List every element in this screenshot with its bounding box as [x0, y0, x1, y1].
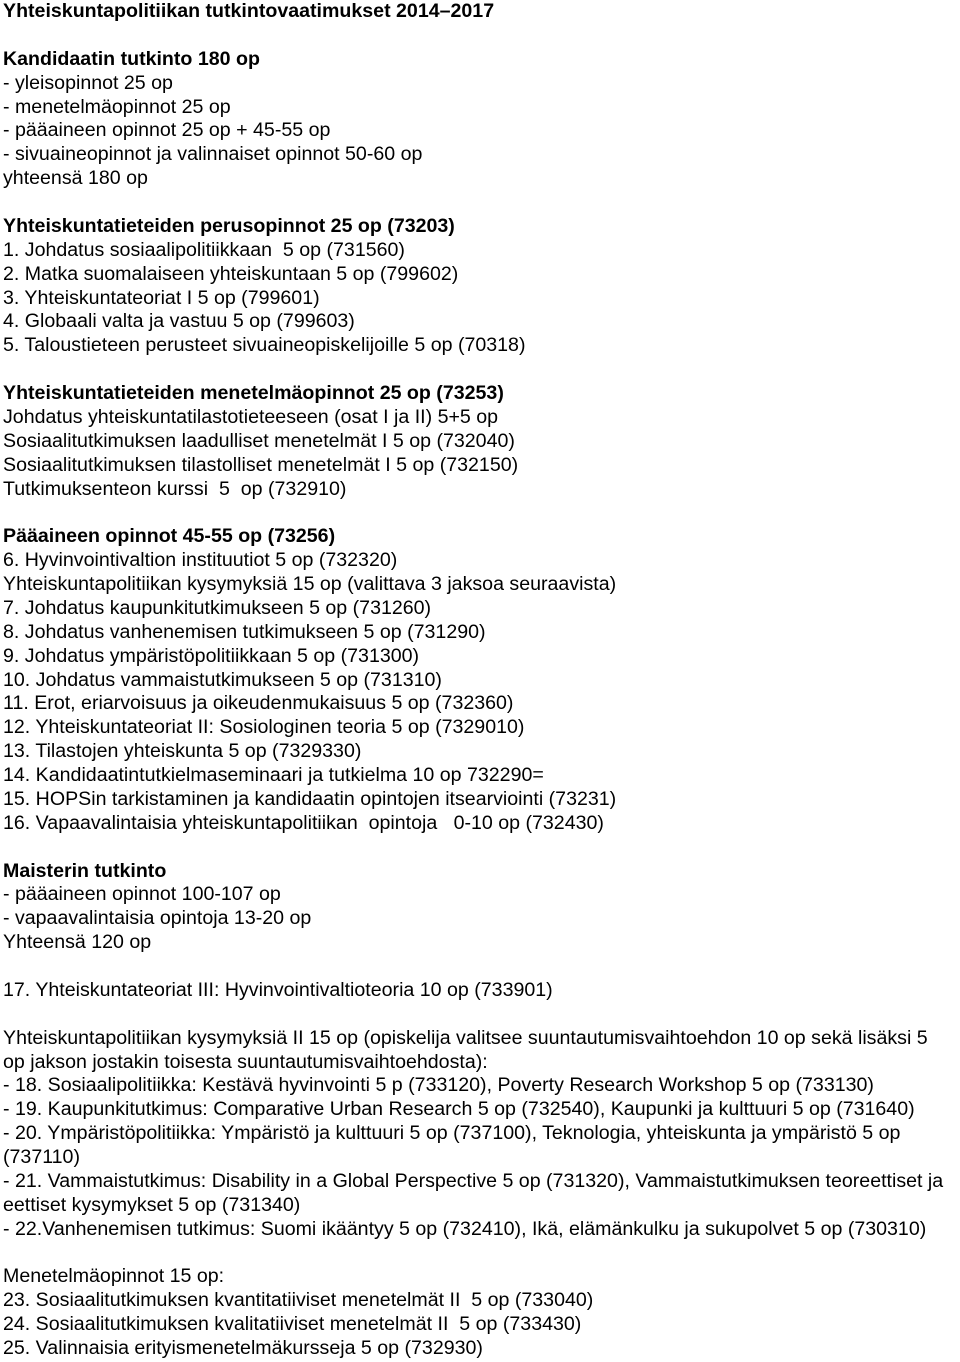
questions-ii-intro: op jakson jostakin toisesta suuntautumisvaihtoehdosta): [3, 1050, 488, 1073]
course-item: 24. Sosiaalitutkimuksen kvalitatiiviset menetelmät II 5 op (733430) [3, 1313, 582, 1336]
methods-studies-heading: Yhteiskuntatieteiden menetelmäopinnot 25 op (73253) [3, 382, 504, 404]
methods-studies-section [3, 382, 958, 501]
course-option: - 21. Vammaistutkimus: Disability in a Global Perspective 5 op (731320), Vammaistutkimuksen teoreettiset ja [3, 1169, 944, 1192]
course-item: 5. Taloustieteen perusteet sivuaineopiskelijoille 5 op (70318) [3, 334, 526, 357]
course-item: 1. Johdatus sosiaalipolitiikkaan 5 op (731560) [3, 238, 405, 261]
course-option: - 22.Vanhenemisen tutkimus: Suomi ikääntyy 5 op (732410), Ikä, elämänkulku ja sukupolvet 5 op (730310) [3, 1217, 927, 1240]
bachelor-section [3, 48, 958, 191]
master-methods-section [3, 1265, 958, 1361]
spacer [3, 836, 958, 860]
course-item: 12. Yhteiskuntateoriat II: Sosiologinen teoria 5 op (7329010) [3, 716, 525, 739]
master-total: Yhteensä 120 op [3, 931, 152, 954]
master-line: - pääaineen opinnot 100-107 op [3, 883, 281, 906]
course-item: 3. Yhteiskuntateoriat I 5 op (799601) [3, 286, 320, 309]
bachelor-line: - yleisopinnot 25 op [3, 71, 173, 94]
major-studies-section [3, 525, 958, 835]
basic-studies-section [3, 215, 958, 358]
course-item: 13. Tilastojen yhteiskunta 5 op (7329330) [3, 740, 362, 763]
master-section [3, 860, 958, 956]
master-line: - vapaavalintaisia opintoja 13-20 op [3, 907, 312, 930]
questions-ii-intro: Yhteiskuntapolitiikan kysymyksiä II 15 op (opiskelija valitsee suuntautumisvaihtoehdon 10 op sekä lisäksi 5 [3, 1026, 928, 1049]
course-item: 2. Matka suomalaiseen yhteiskuntaan 5 op (799602) [3, 262, 459, 285]
course-item: Johdatus yhteiskuntatilastotieteeseen (osat I ja II) 5+5 op [3, 405, 499, 428]
course-option-continued: (737110) [3, 1146, 80, 1168]
basic-studies-heading: Yhteiskuntatieteiden perusopinnot 25 op (73203) [3, 214, 455, 237]
bachelor-line: - pääaineen opinnot 25 op + 45-55 op [3, 119, 331, 142]
course-item: Sosiaalitutkimuksen laadulliset menetelmät I 5 op (732040) [3, 429, 515, 452]
spacer [3, 501, 958, 525]
document-body [3, 0, 958, 1361]
spacer [3, 24, 958, 48]
course-item: 25. Valinnaisia erityismenetelmäkursseja 5 op (732930) [3, 1337, 483, 1359]
course-item: 23. Sosiaalitutkimuksen kvantitatiiviset menetelmät II 5 op (733040) [3, 1289, 594, 1312]
document-title: Yhteiskuntapolitiikan tutkintovaatimukset 2014–2017 [3, 0, 495, 22]
spacer [3, 191, 958, 215]
theory-course-item: 17. Yhteiskuntateoriat III: Hyvinvointivaltioteoria 10 op (733901) [3, 978, 553, 1001]
major-studies-heading: Pääaineen opinnot 45-55 op (73256) [3, 525, 336, 548]
course-item: Tutkimuksenteon kurssi 5 op (732910) [3, 477, 347, 500]
course-item: 16. Vapaavalintaisia yhteiskuntapolitiikan opintoja 0-10 op (732430) [3, 811, 604, 834]
course-item: 9. Johdatus ympäristöpolitiikkaan 5 op (731300) [3, 644, 420, 667]
course-item: 11. Erot, eriarvoisuus ja oikeudenmukaisuus 5 op (732360) [3, 692, 514, 715]
course-group-label: Yhteiskuntapolitiikan kysymyksiä 15 op (valittava 3 jaksoa seuraavista) [3, 573, 617, 595]
course-option: - 18. Sosiaalipolitiikka: Kestävä hyvinvointi 5 p (733120), Poverty Research Workshop 5 op (733130) [3, 1074, 874, 1097]
bachelor-line: - menetelmäopinnot 25 op [3, 95, 231, 118]
spacer [3, 1242, 958, 1266]
questions-ii-section [3, 1027, 958, 1242]
spacer [3, 1003, 958, 1027]
course-option: - 20. Ympäristöpolitiikka: Ympäristö ja kulttuuri 5 op (737100), Teknologia, yhteiskunta ja ympäristö 5 op [3, 1122, 901, 1145]
course-item: 10. Johdatus vammaistutkimukseen 5 op (731310) [3, 668, 442, 691]
master-methods-heading: Menetelmäopinnot 15 op: [3, 1265, 225, 1288]
bachelor-heading: Kandidaatin tutkinto 180 op [3, 47, 260, 70]
course-option-continued: eettiset kysymykset 5 op (731340) [3, 1193, 301, 1216]
master-heading: Maisterin tutkinto [3, 859, 167, 882]
course-item: Sosiaalitutkimuksen tilastolliset menetelmät I 5 op (732150) [3, 453, 519, 476]
bachelor-total: yhteensä 180 op [3, 167, 148, 190]
course-option: - 19. Kaupunkitutkimus: Comparative Urban Research 5 op (732540), Kaupunki ja kulttuuri 5 op (731640) [3, 1098, 915, 1121]
course-item: 15. HOPSin tarkistaminen ja kandidaatin opintojen itsearviointi (73231) [3, 787, 617, 810]
bachelor-line: - sivuaineopinnot ja valinnaiset opinnot 50-60 op [3, 143, 423, 166]
course-item: 14. Kandidaatintutkielmaseminaari ja tutkielma 10 op 732290= [3, 764, 544, 786]
course-item: 8. Johdatus vanhenemisen tutkimukseen 5 op (731290) [3, 620, 486, 643]
course-item: 4. Globaali valta ja vastuu 5 op (799603) [3, 310, 355, 333]
spacer [3, 955, 958, 979]
course-item: 6. Hyvinvointivaltion instituutiot 5 op (732320) [3, 549, 398, 572]
spacer [3, 358, 958, 382]
course-item: 7. Johdatus kaupunkitutkimukseen 5 op (731260) [3, 596, 432, 619]
